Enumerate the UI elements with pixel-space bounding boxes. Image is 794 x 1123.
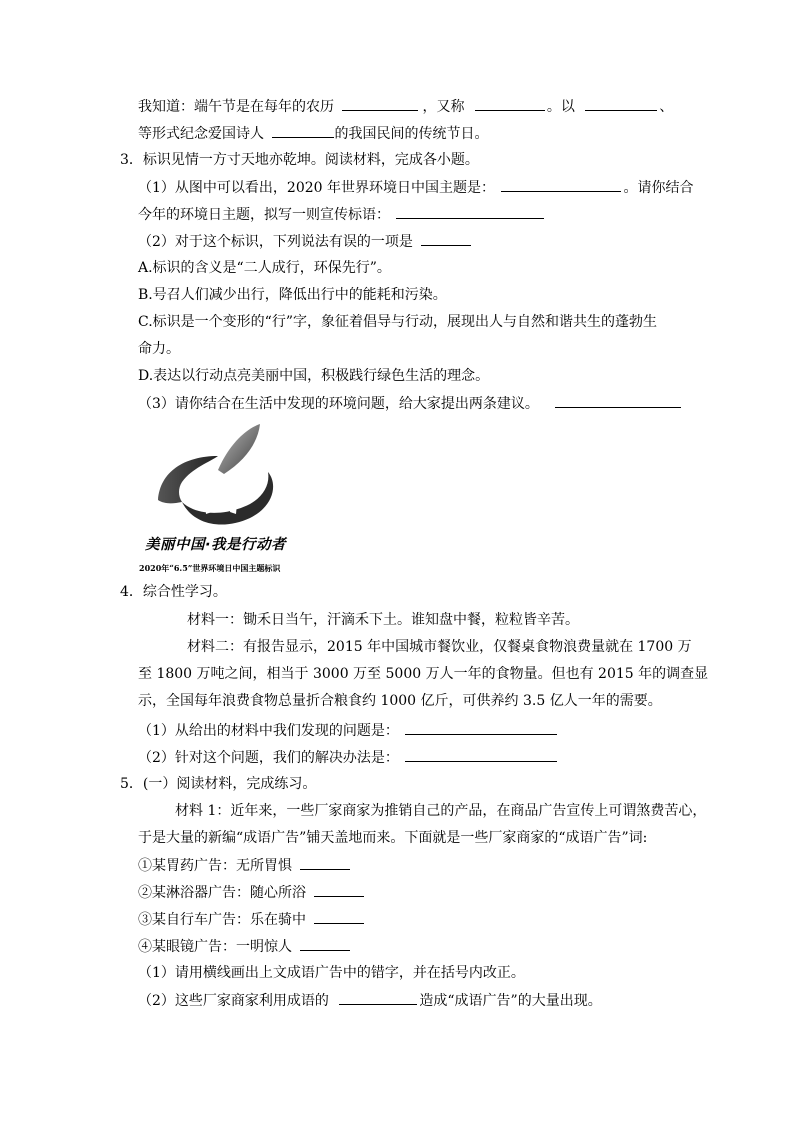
answer-blank[interactable] [501,177,621,192]
option-b: B.号召人们减少出行，降低出行中的能耗和污染。 [138,287,447,303]
q3-sub2 [138,231,475,252]
option-d: D.表达以行动点亮美丽中国，积极践行绿色生活的理念。 [138,368,490,384]
text: ④某眼镜广告：一明惊人 [138,939,292,955]
text: 、 [659,99,674,115]
answer-blank[interactable] [475,96,545,111]
answer-blank[interactable] [342,96,418,111]
text: 等形式纪念爱国诗人 [138,126,264,142]
material-2-line2: 至 1800 万吨之间，相当于 3000 万至 5000 万人一年的食物量。但也有 2015 年的调查显 [138,666,709,682]
answer-blank[interactable] [396,204,544,219]
q5-sub1: （1）请用横线画出上文成语广告中的错字，并在括号内改正。 [138,965,525,981]
answer-blank[interactable] [585,96,657,111]
q3-sub1-line1 [138,177,693,198]
text: 。请你结合 [623,180,694,196]
question-5-title: 5．(一）阅读材料，完成练习。 [120,776,317,792]
q5-material-line1: 材料 1：近年来，一些厂家商家为推销自己的产品，在商品广告宣传上可谓煞费苦心， [175,803,707,819]
text: 的我国民间的传统节日。 [334,126,489,142]
material-2-line3: 示，全国每年浪费食物总量折合粮食约 1000 亿斤，可供养约 3.5 亿人一年的需要。 [138,693,662,709]
xing-logo-icon [138,422,298,534]
answer-blank[interactable] [339,990,417,1005]
ad-2 [138,882,368,903]
text: ①某胃药广告：无所胃惧 [138,858,292,874]
text: （1）从图中可以看出，2020 年世界环境日中国主题是： [138,180,495,196]
environment-day-logo [138,422,298,580]
text: （2）针对这个问题，我们的解决办法是： [138,750,399,766]
question-3-title: 3．标识见情一方寸天地亦乾坤。阅读材料，完成各小题。 [120,152,479,168]
q3-sub3 [138,393,681,414]
material-1: 材料一：锄禾日当午，汗滴禾下土。谁知盘中餐，粒粒皆辛苦。 [187,612,579,628]
option-a: A.标识的含义是“二人成行，环保先行”。 [138,260,391,276]
text: 造成“成语广告”的大量出现。 [419,993,602,1009]
text: （2）这些厂家商家利用成语的 [138,993,329,1009]
logo-caption: 2020年“6.5”世界环境日中国主题标识 [139,563,281,573]
ad-4 [138,936,354,957]
answer-blank[interactable] [314,882,364,897]
answer-blank[interactable] [405,747,557,762]
answer-blank[interactable] [300,936,350,951]
text: 今年的环境日主题，拟写一则宣传标语： [138,207,390,223]
q5-sub2 [138,990,602,1011]
text: ②某淋浴器广告：随心所浴 [138,885,306,901]
question-4-title: 4．综合性学习。 [120,584,227,600]
festival-line-1 [138,96,673,117]
q4-sub2 [138,747,559,768]
answer-blank[interactable] [421,231,471,246]
text: 我知道：端午节是在每年的农历 [138,99,334,115]
answer-blank[interactable] [300,855,350,870]
q4-sub1 [138,720,559,741]
material-2-line1: 材料二：有报告显示，2015 年中国城市餐饮业，仅餐桌食物浪费量就在 1700 万 [187,639,692,655]
festival-line-2 [138,123,488,144]
logo-slogan: 美丽中国·我是行动者 [145,537,287,553]
text: （1）从给出的材料中我们发现的问题是： [138,723,399,739]
q5-material-line2: 于是大量的新编“成语广告”铺天盖地而来。下面就是一些厂家商家的“成语广告”词: [138,830,648,846]
q3-sub1-line2 [138,204,546,225]
text: ③某自行车广告：乐在骑中 [138,912,306,928]
option-c-line2: 命力。 [138,341,180,357]
ad-3 [138,909,368,930]
option-c-line1: C.标识是一个变形的“行”字，象征着倡导与行动，展现出人与自然和谐共生的蓬勃生 [138,314,657,330]
text: （3）请你结合在生活中发现的环境问题，给大家提出两条建议。 [138,396,539,412]
ad-1 [138,855,354,876]
answer-blank[interactable] [405,720,557,735]
answer-blank[interactable] [272,123,334,138]
text: （2）对于这个标识，下列说法有误的一项是 [138,234,413,250]
text: ，又称 [422,99,465,115]
text: 。以 [546,99,575,115]
answer-blank[interactable] [314,909,364,924]
answer-blank[interactable] [555,393,681,408]
